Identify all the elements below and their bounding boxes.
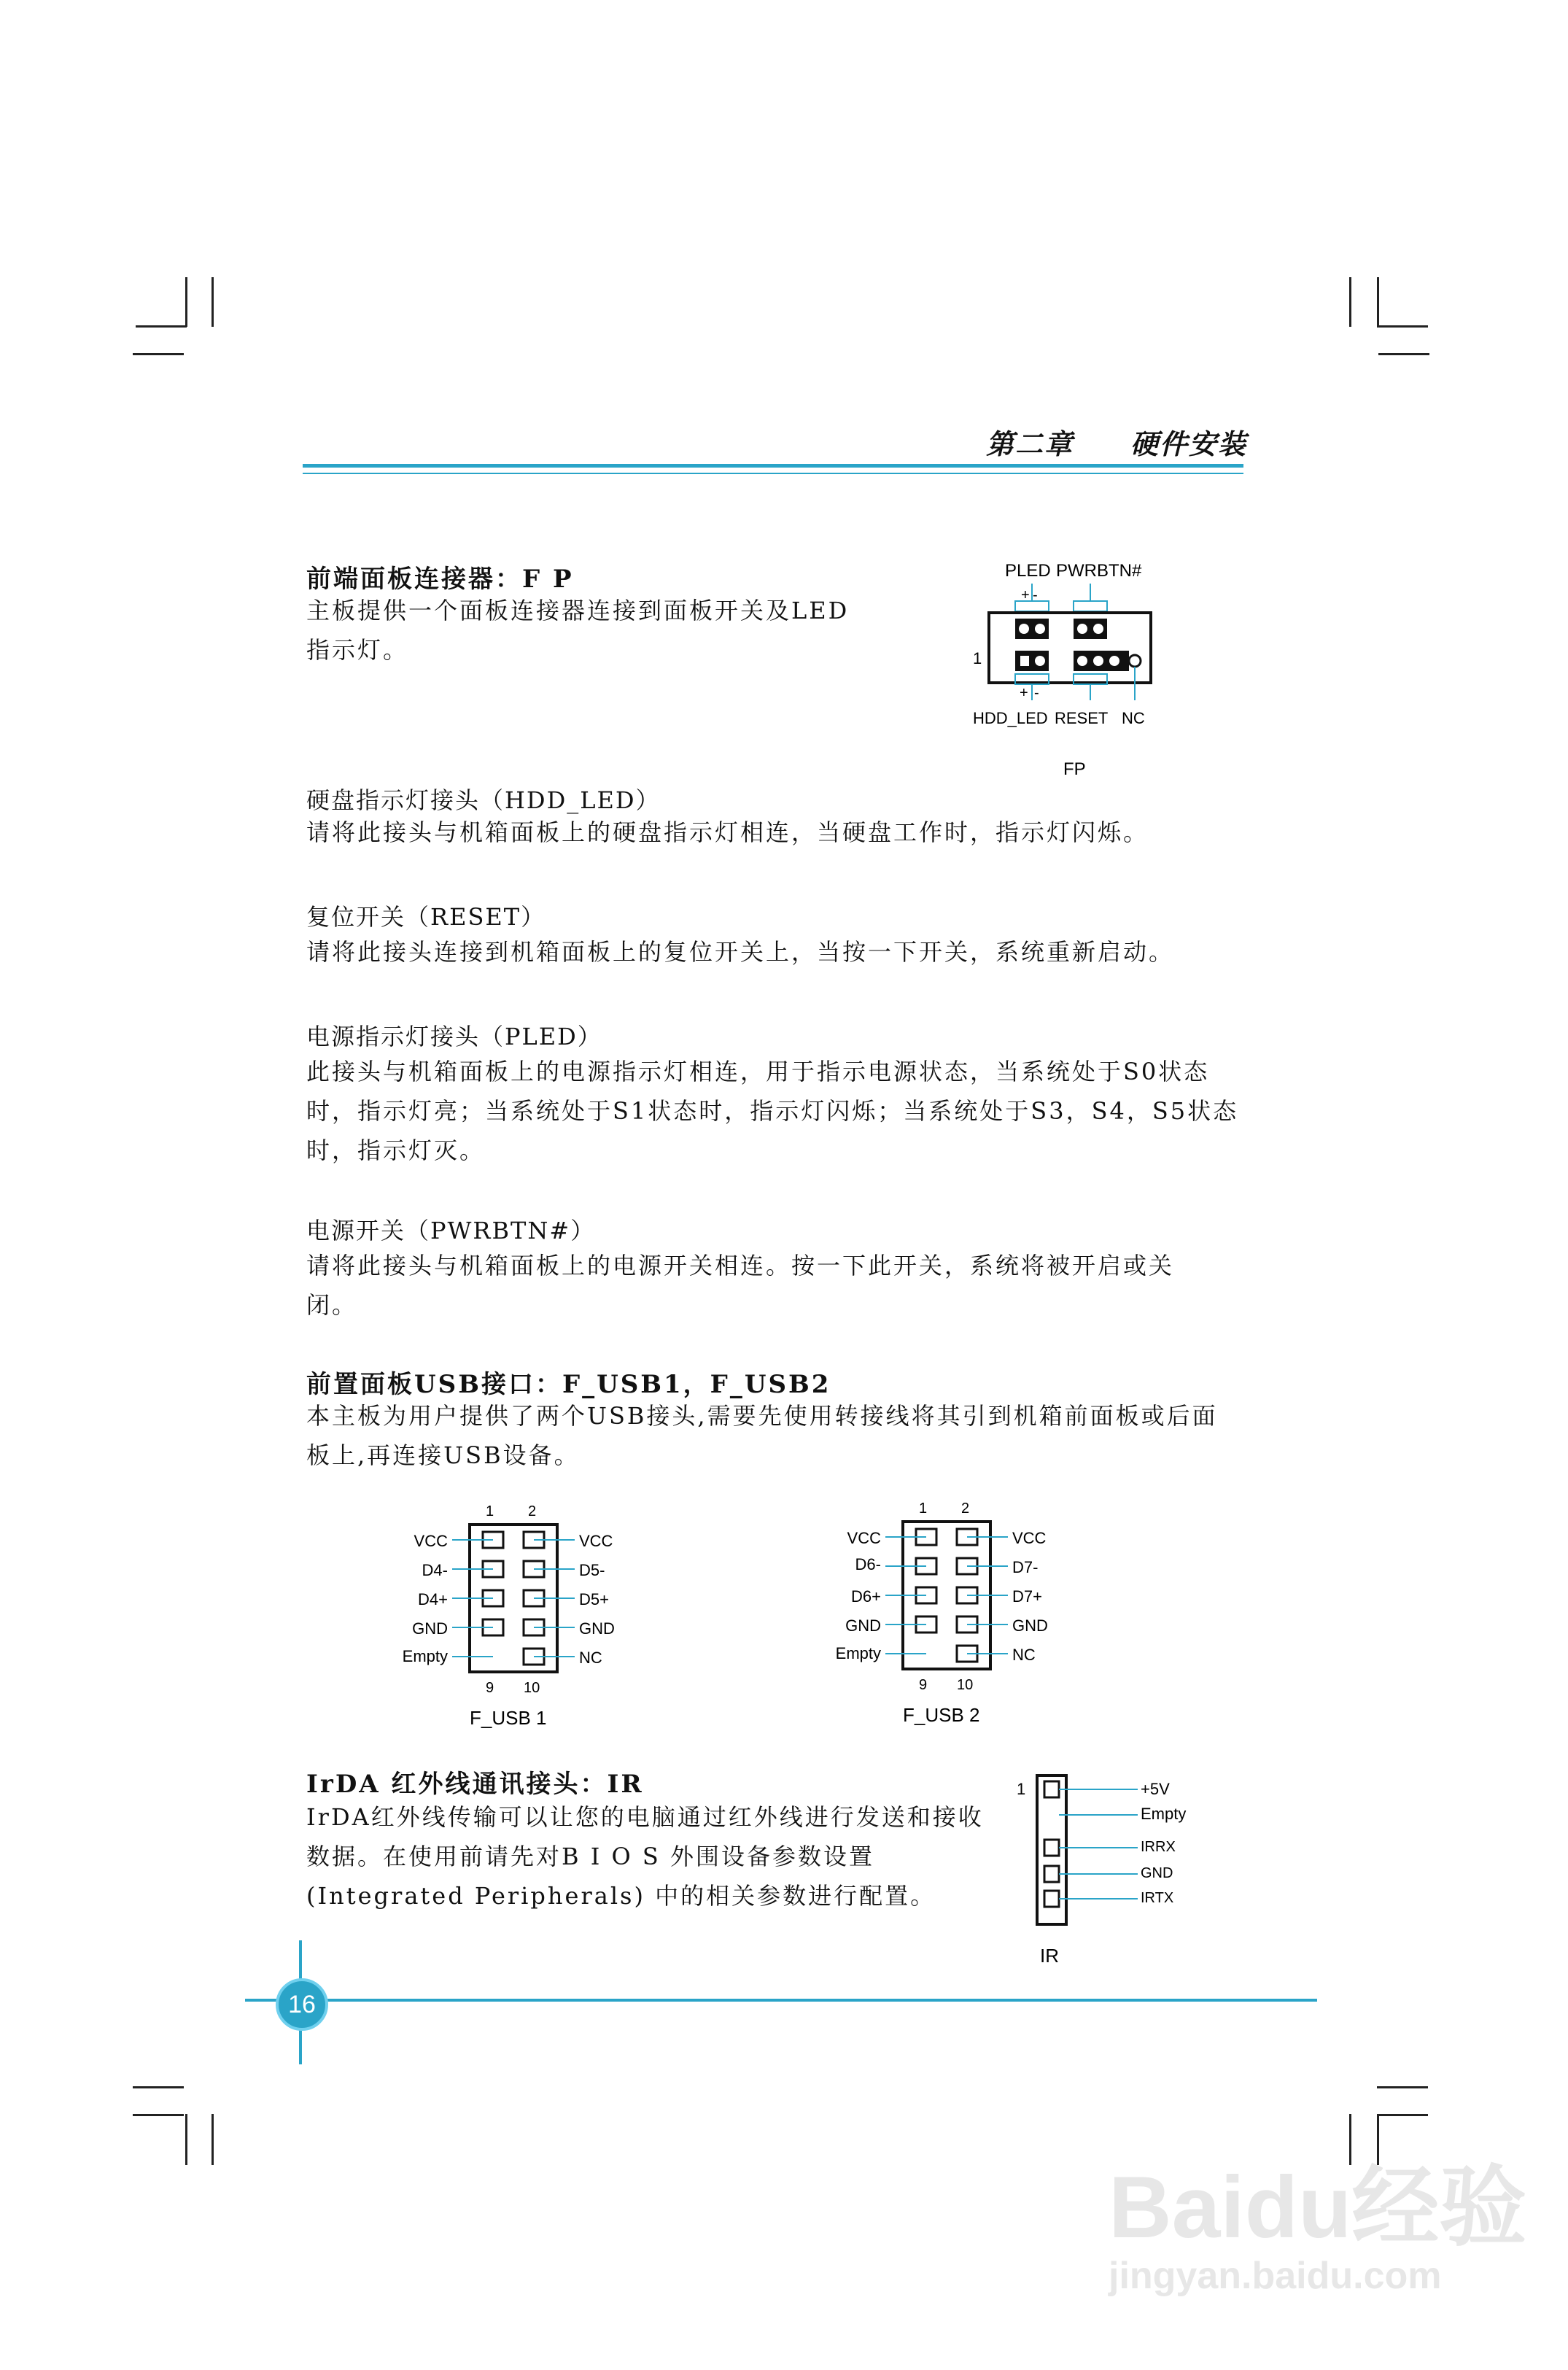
usb1-right-1: D5- bbox=[579, 1561, 605, 1579]
usb1-bot2: 10 bbox=[524, 1680, 540, 1696]
usb2-left-2: D6+ bbox=[851, 1587, 881, 1606]
usb2-right-3: GND bbox=[1012, 1616, 1048, 1635]
fp-plus-bottom: + bbox=[1020, 685, 1028, 701]
usb2-top1: 1 bbox=[919, 1500, 928, 1517]
usb1-top2: 2 bbox=[528, 1503, 537, 1519]
fp-pin1-label: 1 bbox=[973, 649, 982, 667]
usb1-left-4: Empty bbox=[402, 1647, 448, 1665]
usb2-right-4: NC bbox=[1012, 1646, 1036, 1664]
pwrbtn-heading: 电源开关（PWRBTN#） bbox=[306, 1217, 596, 1244]
reset-heading: 复位开关（RESET） bbox=[306, 903, 546, 931]
ir-line-3: (Integrated Peripherals) 中的相关参数进行配置。 bbox=[306, 1882, 936, 1910]
usb-title: 前置面板USB接口：F_USB1，F_USB2 bbox=[306, 1370, 831, 1399]
pled-line-2: 时，指示灯亮；当系统处于S1状态时，指示灯闪烁；当系统处于S3，S4，S5状态 bbox=[306, 1097, 1239, 1125]
footer-rule bbox=[245, 1999, 1317, 2002]
pwrbtn-line-1: 请将此接头与机箱面板上的电源开关相连。按一下此开关，系统将被开启或关 bbox=[306, 1252, 1175, 1279]
usb1-right-2: D5+ bbox=[579, 1590, 609, 1608]
pled-line-3: 时，指示灯灭。 bbox=[306, 1136, 486, 1164]
hdd-heading: 硬盘指示灯接头（HDD_LED） bbox=[306, 786, 661, 814]
usb1-left-1: D4- bbox=[422, 1561, 448, 1579]
crop-mark bbox=[211, 2114, 214, 2165]
fp-caption: FP bbox=[1063, 759, 1086, 779]
f-usb2-diagram bbox=[827, 1492, 1075, 1726]
fp-diagram bbox=[963, 554, 1181, 788]
fp-reset-label: RESET bbox=[1055, 709, 1109, 727]
usb1-right-4: NC bbox=[579, 1649, 602, 1667]
header-rule-thin bbox=[303, 473, 1243, 474]
ir-diagram bbox=[1006, 1765, 1225, 1984]
crop-mark bbox=[133, 2114, 184, 2116]
chapter-header bbox=[986, 422, 1247, 462]
pwrbtn-line-2: 闭。 bbox=[306, 1291, 358, 1319]
fp-hddled-label: HDD_LED bbox=[973, 709, 1048, 727]
watermark-url: jingyan.baidu.com bbox=[1109, 2255, 1442, 2297]
usb1-right-3: GND bbox=[579, 1619, 615, 1638]
usb1-caption: F_USB 1 bbox=[470, 1707, 547, 1729]
hdd-text: 请将此接头与机箱面板上的硬盘指示灯相连，当硬盘工作时，指示灯闪烁。 bbox=[306, 818, 1149, 846]
ir-line-2: 数据。在使用前请先对B I O S 外围设备参数设置 bbox=[306, 1843, 875, 1870]
chapter-title: 硬件安装 bbox=[1130, 428, 1247, 460]
crop-mark bbox=[1377, 325, 1428, 328]
crop-mark bbox=[133, 2086, 184, 2088]
usb2-left-1: D6- bbox=[855, 1555, 881, 1573]
ir-pin-0: +5V bbox=[1141, 1780, 1170, 1798]
usb1-right-0: VCC bbox=[579, 1532, 613, 1550]
usb2-left-4: Empty bbox=[835, 1644, 881, 1662]
crop-mark bbox=[1349, 277, 1351, 327]
chapter-number: 第二章 bbox=[985, 428, 1074, 460]
usb2-right-1: D7- bbox=[1012, 1558, 1039, 1576]
page-number: 16 bbox=[276, 1978, 328, 2031]
usb2-bot2: 10 bbox=[957, 1677, 974, 1693]
ir-caption: IR bbox=[1040, 1945, 1059, 1967]
fp-pwrbtn-label: PWRBTN# bbox=[1056, 561, 1142, 581]
ir-pin-4: IRTX bbox=[1141, 1890, 1174, 1906]
usb2-left-3: GND bbox=[845, 1616, 881, 1635]
usb2-top2: 2 bbox=[961, 1500, 970, 1517]
fp-desc-1: 主板提供一个面板连接器连接到面板开关及LED bbox=[306, 597, 850, 624]
crop-mark bbox=[211, 277, 214, 327]
usb2-caption: F_USB 2 bbox=[903, 1704, 980, 1726]
reset-text: 请将此接头连接到机箱面板上的复位开关上，当按一下开关，系统重新启动。 bbox=[306, 938, 1175, 966]
fp-header-outline bbox=[989, 613, 1151, 683]
usb2-left-0: VCC bbox=[847, 1529, 881, 1547]
usb1-left-3: GND bbox=[412, 1619, 448, 1638]
crop-mark bbox=[185, 277, 187, 327]
ir-pin-1: Empty bbox=[1141, 1805, 1187, 1823]
fp-minus-top: - bbox=[1033, 587, 1038, 603]
usb2-right-2: D7+ bbox=[1012, 1587, 1042, 1606]
ir-title: IrDA 红外线通讯接头：IR bbox=[306, 1770, 644, 1799]
fp-nc-label: NC bbox=[1122, 709, 1145, 727]
crop-mark bbox=[1377, 2114, 1428, 2116]
usb1-top1: 1 bbox=[486, 1503, 494, 1519]
ir-pin-3: GND bbox=[1141, 1865, 1173, 1881]
crop-mark bbox=[1377, 2086, 1428, 2088]
f-usb1-diagram bbox=[394, 1495, 642, 1729]
ir-pin-2: IRRX bbox=[1141, 1839, 1176, 1855]
usb1-left-0: VCC bbox=[414, 1532, 448, 1550]
crop-mark bbox=[1377, 277, 1379, 327]
fp-plus-top: + bbox=[1021, 587, 1030, 603]
usb-line-2: 板上,再连接USB设备。 bbox=[306, 1441, 580, 1469]
usb2-bot1: 9 bbox=[919, 1677, 928, 1693]
crop-mark bbox=[1378, 353, 1429, 355]
fp-minus-bottom: - bbox=[1034, 685, 1039, 701]
crop-mark bbox=[136, 325, 187, 328]
pled-line-1: 此接头与机箱面板上的电源指示灯相连，用于指示电源状态，当系统处于S0状态 bbox=[306, 1058, 1210, 1085]
fp-title: 前端面板连接器：F P bbox=[306, 565, 574, 594]
pled-heading: 电源指示灯接头（PLED） bbox=[306, 1023, 602, 1050]
usb2-right-0: VCC bbox=[1012, 1529, 1047, 1547]
fp-pled-label: PLED bbox=[1005, 561, 1051, 581]
fp-desc-2: 指示灯。 bbox=[306, 636, 409, 664]
crop-mark bbox=[133, 353, 184, 355]
usb1-left-2: D4+ bbox=[418, 1590, 448, 1608]
crop-mark bbox=[185, 2114, 187, 2165]
header-rule bbox=[303, 464, 1243, 468]
ir-line-1: IrDA红外线传输可以让您的电脑通过红外线进行发送和接收 bbox=[306, 1803, 984, 1831]
usb-line-1: 本主板为用户提供了两个USB接头,需要先使用转接线将其引到机箱前面板或后面 bbox=[306, 1402, 1218, 1430]
watermark-brand: Baidu经验 bbox=[1109, 2158, 1527, 2256]
ir-pin1-label: 1 bbox=[1017, 1780, 1026, 1798]
usb1-bot1: 9 bbox=[486, 1680, 494, 1696]
